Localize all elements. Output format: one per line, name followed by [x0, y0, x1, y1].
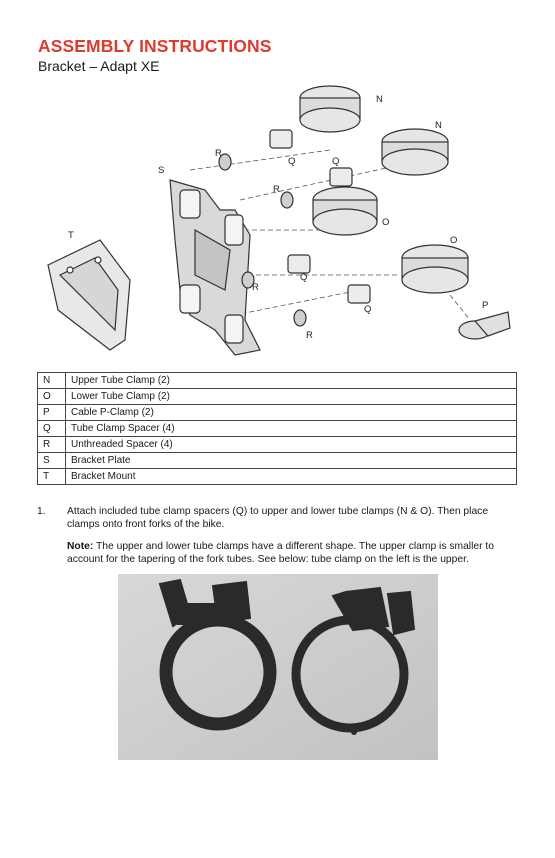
table-row: [38, 453, 517, 469]
part-name: Bracket Mount: [66, 469, 517, 485]
table-row: [38, 421, 517, 437]
part-code: R: [38, 437, 66, 453]
exploded-assembly-diagram: [30, 80, 520, 370]
part-name: Cable P-Clamp (2): [66, 405, 517, 421]
page-title: ASSEMBLY INSTRUCTIONS: [38, 36, 272, 56]
diagram-label-o: O: [382, 217, 390, 228]
part-code: T: [38, 469, 66, 485]
table-row: [38, 389, 517, 405]
bracket-mount-part: [48, 240, 130, 350]
diagram-label-n: N: [376, 94, 383, 105]
lower-tube-clamp-parts: [313, 187, 468, 293]
table-row: [38, 437, 517, 453]
tube-clamps-photo: [118, 574, 438, 760]
diagram-label-r: R: [215, 148, 222, 159]
page-subtitle: Bracket – Adapt XE: [38, 58, 160, 74]
part-name: Upper Tube Clamp (2): [66, 373, 517, 389]
note-text: The upper and lower tube clamps have a different shape. The upper clamp is smaller to account for the tapering of the fork tubes. See below: tube clamp on the left is the upper.: [67, 541, 494, 565]
diagram-label-n: N: [435, 120, 442, 131]
table-row: [38, 373, 517, 389]
diagram-label-r: R: [252, 282, 259, 293]
upper-tube-clamp-parts: [300, 86, 448, 175]
parts-table: [37, 372, 517, 485]
note-label: Note:: [67, 541, 94, 552]
step-number: 1.: [37, 506, 46, 517]
diagram-label-r: R: [273, 184, 280, 195]
diagram-label-r: R: [306, 330, 313, 341]
part-name: Tube Clamp Spacer (4): [66, 421, 517, 437]
part-code: P: [38, 405, 66, 421]
diagram-label-q: Q: [288, 156, 296, 167]
part-name: Lower Tube Clamp (2): [66, 389, 517, 405]
bracket-plate-part: [170, 180, 260, 355]
table-row: [38, 405, 517, 421]
diagram-label-q: Q: [300, 272, 308, 283]
diagram-label-q: Q: [332, 156, 340, 167]
table-row: [38, 469, 517, 485]
step-text: Attach included tube clamp spacers (Q) to upper and lower tube clamps (N & O). Then place clamps onto front forks of the bike.: [67, 506, 489, 530]
step-note: [67, 540, 517, 566]
part-name: Unthreaded Spacer (4): [66, 437, 517, 453]
part-name: Bracket Plate: [66, 453, 517, 469]
diagram-label-o: O: [450, 235, 458, 246]
diagram-label-p: P: [482, 300, 489, 311]
part-code: S: [38, 453, 66, 469]
part-code: Q: [38, 421, 66, 437]
diagram-label-q: Q: [364, 304, 372, 315]
diagram-label-s: S: [158, 165, 165, 176]
part-code: O: [38, 389, 66, 405]
diagram-label-t: T: [68, 230, 74, 241]
part-code: N: [38, 373, 66, 389]
